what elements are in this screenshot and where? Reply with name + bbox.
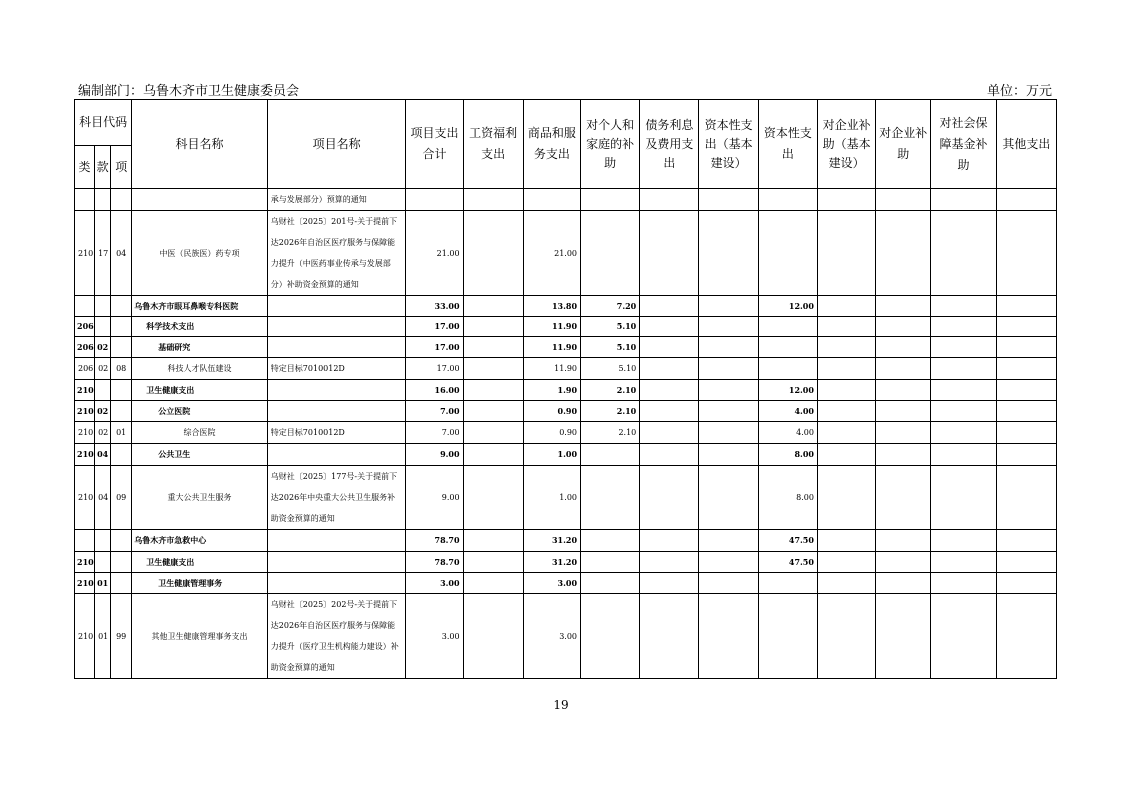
cell-lei: 210 bbox=[75, 211, 95, 296]
cell-project: 特定目标7010012D bbox=[267, 422, 406, 444]
col-wages-header: 工资福利支出 bbox=[463, 100, 523, 189]
cell-lei: 210 bbox=[75, 466, 95, 530]
cell-capital bbox=[758, 211, 817, 296]
cell-debt bbox=[640, 358, 699, 380]
cell-total: 7.00 bbox=[406, 422, 463, 444]
cell-kuan: 01 bbox=[95, 594, 111, 679]
cell-total: 17.00 bbox=[406, 337, 463, 358]
table-row bbox=[75, 466, 1057, 530]
cell-debt bbox=[640, 189, 699, 211]
cell-individual: 7.20 bbox=[581, 296, 640, 317]
cell-individual: 2.10 bbox=[581, 422, 640, 444]
cell-subject: 科技人才队伍建设 bbox=[132, 358, 268, 380]
cell-capital-basic bbox=[699, 189, 758, 211]
cell-enterprise-basic bbox=[817, 296, 875, 317]
table-row bbox=[75, 317, 1057, 337]
cell-total: 17.00 bbox=[406, 317, 463, 337]
cell-project: 乌财社〔2025〕201号-关于提前下达2026年自治区医疗服务与保障能力提升（中医药事业传承与发展部分）补助资金预算的通知 bbox=[267, 211, 406, 296]
cell-xiang: 99 bbox=[111, 594, 132, 679]
cell-enterprise-basic bbox=[817, 552, 875, 573]
cell-enterprise bbox=[876, 573, 931, 594]
cell-individual: 2.10 bbox=[581, 401, 640, 422]
cell-social bbox=[931, 358, 996, 380]
cell-debt bbox=[640, 530, 699, 552]
cell-xiang bbox=[111, 530, 132, 552]
cell-total: 17.00 bbox=[406, 358, 463, 380]
cell-enterprise bbox=[876, 358, 931, 380]
cell-lei bbox=[75, 189, 95, 211]
cell-capital bbox=[758, 594, 817, 679]
cell-lei: 210 bbox=[75, 401, 95, 422]
cell-debt bbox=[640, 466, 699, 530]
cell-debt bbox=[640, 317, 699, 337]
cell-capital: 4.00 bbox=[758, 401, 817, 422]
cell-other bbox=[996, 189, 1056, 211]
cell-social bbox=[931, 296, 996, 317]
cell-enterprise bbox=[876, 380, 931, 401]
cell-xiang bbox=[111, 296, 132, 317]
cell-other bbox=[996, 380, 1056, 401]
cell-debt bbox=[640, 296, 699, 317]
cell-debt bbox=[640, 594, 699, 679]
col-code-header: 科目代码 bbox=[75, 100, 132, 146]
cell-other bbox=[996, 358, 1056, 380]
cell-enterprise bbox=[876, 444, 931, 466]
cell-xiang bbox=[111, 380, 132, 401]
cell-individual bbox=[581, 594, 640, 679]
cell-subject: 中医（民族医）药专项 bbox=[132, 211, 268, 296]
table-row bbox=[75, 444, 1057, 466]
cell-individual bbox=[581, 552, 640, 573]
cell-individual: 5.10 bbox=[581, 358, 640, 380]
cell-capital-basic bbox=[699, 211, 758, 296]
cell-total: 3.00 bbox=[406, 594, 463, 679]
cell-capital: 47.50 bbox=[758, 552, 817, 573]
cell-total: 78.70 bbox=[406, 530, 463, 552]
table-header bbox=[75, 100, 1057, 189]
cell-capital bbox=[758, 358, 817, 380]
cell-kuan: 02 bbox=[95, 358, 111, 380]
cell-wages bbox=[463, 466, 523, 530]
cell-debt bbox=[640, 573, 699, 594]
cell-wages bbox=[463, 189, 523, 211]
cell-capital-basic bbox=[699, 530, 758, 552]
col-lei-header: 类 bbox=[75, 146, 95, 189]
cell-goods: 1.00 bbox=[523, 444, 580, 466]
budget-table bbox=[74, 99, 1057, 679]
table-row bbox=[75, 296, 1057, 317]
cell-lei: 210 bbox=[75, 594, 95, 679]
cell-project bbox=[267, 401, 406, 422]
cell-kuan: 01 bbox=[95, 573, 111, 594]
cell-goods: 31.20 bbox=[523, 552, 580, 573]
cell-wages bbox=[463, 296, 523, 317]
cell-other bbox=[996, 422, 1056, 444]
cell-wages bbox=[463, 211, 523, 296]
cell-social bbox=[931, 401, 996, 422]
cell-debt bbox=[640, 552, 699, 573]
cell-goods: 3.00 bbox=[523, 594, 580, 679]
cell-goods: 1.00 bbox=[523, 466, 580, 530]
cell-project bbox=[267, 296, 406, 317]
cell-total: 21.00 bbox=[406, 211, 463, 296]
cell-social bbox=[931, 444, 996, 466]
cell-subject: 重大公共卫生服务 bbox=[132, 466, 268, 530]
col-total-header: 项目支出合计 bbox=[406, 100, 463, 189]
cell-debt bbox=[640, 401, 699, 422]
cell-project bbox=[267, 380, 406, 401]
cell-subject: 其他卫生健康管理事务支出 bbox=[132, 594, 268, 679]
cell-project: 乌财社〔2025〕202号-关于提前下达2026年自治区医疗服务与保障能力提升（医疗卫生机构能力建设）补助资金预算的通知 bbox=[267, 594, 406, 679]
cell-wages bbox=[463, 380, 523, 401]
table-row bbox=[75, 401, 1057, 422]
cell-enterprise-basic bbox=[817, 466, 875, 530]
cell-project bbox=[267, 552, 406, 573]
cell-wages bbox=[463, 594, 523, 679]
cell-enterprise-basic bbox=[817, 317, 875, 337]
cell-other bbox=[996, 552, 1056, 573]
cell-social bbox=[931, 466, 996, 530]
cell-lei bbox=[75, 296, 95, 317]
cell-xiang bbox=[111, 552, 132, 573]
cell-kuan bbox=[95, 380, 111, 401]
cell-enterprise-basic bbox=[817, 444, 875, 466]
cell-social bbox=[931, 380, 996, 401]
cell-kuan bbox=[95, 189, 111, 211]
cell-subject: 基础研究 bbox=[132, 337, 268, 358]
cell-capital-basic bbox=[699, 594, 758, 679]
cell-enterprise-basic bbox=[817, 337, 875, 358]
cell-other bbox=[996, 211, 1056, 296]
cell-social bbox=[931, 552, 996, 573]
col-xiang-header: 项 bbox=[111, 146, 132, 189]
cell-enterprise-basic bbox=[817, 573, 875, 594]
cell-goods: 11.90 bbox=[523, 317, 580, 337]
cell-xiang: 01 bbox=[111, 422, 132, 444]
cell-kuan: 04 bbox=[95, 444, 111, 466]
cell-individual: 5.10 bbox=[581, 337, 640, 358]
table-row bbox=[75, 552, 1057, 573]
cell-subject: 公共卫生 bbox=[132, 444, 268, 466]
cell-capital: 12.00 bbox=[758, 296, 817, 317]
cell-lei bbox=[75, 530, 95, 552]
cell-xiang bbox=[111, 444, 132, 466]
cell-total: 3.00 bbox=[406, 573, 463, 594]
cell-social bbox=[931, 337, 996, 358]
cell-debt bbox=[640, 211, 699, 296]
cell-goods: 0.90 bbox=[523, 422, 580, 444]
cell-total: 16.00 bbox=[406, 380, 463, 401]
cell-capital-basic bbox=[699, 337, 758, 358]
table-row bbox=[75, 189, 1057, 211]
col-capital-header: 资本性支出 bbox=[758, 100, 817, 189]
cell-goods: 13.80 bbox=[523, 296, 580, 317]
cell-capital: 12.00 bbox=[758, 380, 817, 401]
cell-individual bbox=[581, 444, 640, 466]
cell-individual: 5.10 bbox=[581, 317, 640, 337]
table-body bbox=[75, 189, 1057, 679]
cell-individual bbox=[581, 573, 640, 594]
cell-capital-basic bbox=[699, 317, 758, 337]
cell-capital-basic bbox=[699, 296, 758, 317]
cell-subject: 卫生健康管理事务 bbox=[132, 573, 268, 594]
cell-subject: 卫生健康支出 bbox=[132, 552, 268, 573]
table-row bbox=[75, 380, 1057, 401]
cell-other bbox=[996, 337, 1056, 358]
cell-wages bbox=[463, 444, 523, 466]
cell-project: 特定目标7010012D bbox=[267, 358, 406, 380]
department-label: 编制部门：乌鲁木齐市卫生健康委员会 bbox=[78, 84, 300, 99]
cell-wages bbox=[463, 358, 523, 380]
cell-capital-basic bbox=[699, 444, 758, 466]
cell-total bbox=[406, 189, 463, 211]
cell-social bbox=[931, 530, 996, 552]
cell-individual bbox=[581, 530, 640, 552]
cell-goods: 21.00 bbox=[523, 211, 580, 296]
cell-enterprise bbox=[876, 594, 931, 679]
cell-subject: 科学技术支出 bbox=[132, 317, 268, 337]
cell-capital-basic bbox=[699, 466, 758, 530]
cell-goods: 1.90 bbox=[523, 380, 580, 401]
cell-enterprise bbox=[876, 189, 931, 211]
cell-xiang bbox=[111, 573, 132, 594]
cell-enterprise-basic bbox=[817, 401, 875, 422]
col-enterprise-basic-header: 对企业补助（基本建设） bbox=[817, 100, 875, 189]
cell-subject: 乌鲁木齐市眼耳鼻喉专科医院 bbox=[132, 296, 268, 317]
col-other-header: 其他支出 bbox=[996, 100, 1056, 189]
cell-capital bbox=[758, 337, 817, 358]
cell-debt bbox=[640, 380, 699, 401]
cell-wages bbox=[463, 317, 523, 337]
cell-capital: 47.50 bbox=[758, 530, 817, 552]
cell-enterprise bbox=[876, 296, 931, 317]
table-row bbox=[75, 422, 1057, 444]
table-row bbox=[75, 530, 1057, 552]
col-individual-header: 对个人和家庭的补助 bbox=[581, 100, 640, 189]
cell-project bbox=[267, 444, 406, 466]
cell-enterprise-basic bbox=[817, 211, 875, 296]
cell-wages bbox=[463, 573, 523, 594]
cell-total: 78.70 bbox=[406, 552, 463, 573]
cell-kuan bbox=[95, 296, 111, 317]
cell-subject bbox=[132, 189, 268, 211]
cell-individual bbox=[581, 189, 640, 211]
col-project-header: 项目名称 bbox=[267, 100, 406, 189]
cell-capital-basic bbox=[699, 358, 758, 380]
cell-goods: 31.20 bbox=[523, 530, 580, 552]
cell-social bbox=[931, 573, 996, 594]
cell-social bbox=[931, 211, 996, 296]
cell-enterprise bbox=[876, 337, 931, 358]
cell-enterprise bbox=[876, 211, 931, 296]
cell-enterprise bbox=[876, 422, 931, 444]
cell-project: 承与发展部分）预算的通知 bbox=[267, 189, 406, 211]
cell-xiang bbox=[111, 317, 132, 337]
cell-individual bbox=[581, 466, 640, 530]
cell-xiang: 04 bbox=[111, 211, 132, 296]
cell-total: 33.00 bbox=[406, 296, 463, 317]
cell-total: 9.00 bbox=[406, 466, 463, 530]
cell-kuan: 02 bbox=[95, 337, 111, 358]
cell-other bbox=[996, 444, 1056, 466]
cell-enterprise bbox=[876, 317, 931, 337]
cell-wages bbox=[463, 422, 523, 444]
cell-debt bbox=[640, 444, 699, 466]
cell-wages bbox=[463, 552, 523, 573]
cell-enterprise-basic bbox=[817, 358, 875, 380]
cell-lei: 206 bbox=[75, 358, 95, 380]
cell-enterprise-basic bbox=[817, 594, 875, 679]
cell-total: 9.00 bbox=[406, 444, 463, 466]
cell-lei: 206 bbox=[75, 337, 95, 358]
col-social-header: 对社会保障基金补助 bbox=[931, 100, 996, 189]
cell-capital: 8.00 bbox=[758, 444, 817, 466]
cell-capital bbox=[758, 189, 817, 211]
cell-individual bbox=[581, 211, 640, 296]
cell-project bbox=[267, 573, 406, 594]
col-debt-header: 债务利息及费用支出 bbox=[640, 100, 699, 189]
cell-project bbox=[267, 337, 406, 358]
cell-xiang bbox=[111, 337, 132, 358]
cell-enterprise bbox=[876, 552, 931, 573]
cell-individual: 2.10 bbox=[581, 380, 640, 401]
cell-kuan bbox=[95, 317, 111, 337]
cell-other bbox=[996, 317, 1056, 337]
cell-social bbox=[931, 317, 996, 337]
col-goods-header: 商品和服务支出 bbox=[523, 100, 580, 189]
cell-capital bbox=[758, 573, 817, 594]
cell-capital: 8.00 bbox=[758, 466, 817, 530]
table-row bbox=[75, 211, 1057, 296]
table-row bbox=[75, 573, 1057, 594]
cell-other bbox=[996, 530, 1056, 552]
cell-enterprise-basic bbox=[817, 422, 875, 444]
cell-enterprise bbox=[876, 530, 931, 552]
cell-xiang: 09 bbox=[111, 466, 132, 530]
cell-other bbox=[996, 594, 1056, 679]
cell-kuan bbox=[95, 530, 111, 552]
cell-capital bbox=[758, 317, 817, 337]
cell-lei: 210 bbox=[75, 552, 95, 573]
page-number: 19 bbox=[553, 698, 569, 712]
cell-goods bbox=[523, 189, 580, 211]
cell-debt bbox=[640, 422, 699, 444]
cell-subject: 综合医院 bbox=[132, 422, 268, 444]
unit-label: 单位：万元 bbox=[986, 84, 1052, 99]
cell-kuan: 17 bbox=[95, 211, 111, 296]
cell-other bbox=[996, 573, 1056, 594]
cell-project bbox=[267, 530, 406, 552]
cell-kuan: 02 bbox=[95, 422, 111, 444]
cell-capital: 4.00 bbox=[758, 422, 817, 444]
col-subject-header: 科目名称 bbox=[132, 100, 268, 189]
cell-kuan: 04 bbox=[95, 466, 111, 530]
cell-project: 乌财社〔2025〕177号-关于提前下达2026年中央重大公共卫生服务补助资金预算的通知 bbox=[267, 466, 406, 530]
cell-other bbox=[996, 296, 1056, 317]
cell-kuan: 02 bbox=[95, 401, 111, 422]
cell-kuan bbox=[95, 552, 111, 573]
table-row bbox=[75, 594, 1057, 679]
cell-wages bbox=[463, 401, 523, 422]
cell-capital-basic bbox=[699, 573, 758, 594]
cell-xiang bbox=[111, 401, 132, 422]
cell-other bbox=[996, 401, 1056, 422]
cell-other bbox=[996, 466, 1056, 530]
cell-capital-basic bbox=[699, 401, 758, 422]
cell-lei: 210 bbox=[75, 444, 95, 466]
cell-lei: 210 bbox=[75, 380, 95, 401]
cell-capital-basic bbox=[699, 552, 758, 573]
cell-goods: 3.00 bbox=[523, 573, 580, 594]
cell-enterprise-basic bbox=[817, 530, 875, 552]
cell-social bbox=[931, 189, 996, 211]
cell-wages bbox=[463, 530, 523, 552]
table-row bbox=[75, 337, 1057, 358]
table-row bbox=[75, 358, 1057, 380]
cell-lei: 210 bbox=[75, 422, 95, 444]
cell-subject: 公立医院 bbox=[132, 401, 268, 422]
cell-enterprise-basic bbox=[817, 380, 875, 401]
cell-xiang bbox=[111, 189, 132, 211]
cell-social bbox=[931, 422, 996, 444]
cell-lei: 206 bbox=[75, 317, 95, 337]
cell-debt bbox=[640, 337, 699, 358]
cell-goods: 0.90 bbox=[523, 401, 580, 422]
cell-social bbox=[931, 594, 996, 679]
col-enterprise-header: 对企业补助 bbox=[876, 100, 931, 189]
cell-enterprise-basic bbox=[817, 189, 875, 211]
cell-wages bbox=[463, 337, 523, 358]
cell-project bbox=[267, 317, 406, 337]
cell-goods: 11.90 bbox=[523, 358, 580, 380]
cell-subject: 乌鲁木齐市急救中心 bbox=[132, 530, 268, 552]
cell-total: 7.00 bbox=[406, 401, 463, 422]
cell-xiang: 08 bbox=[111, 358, 132, 380]
col-kuan-header: 款 bbox=[95, 146, 111, 189]
cell-enterprise bbox=[876, 401, 931, 422]
cell-subject: 卫生健康支出 bbox=[132, 380, 268, 401]
cell-goods: 11.90 bbox=[523, 337, 580, 358]
cell-lei: 210 bbox=[75, 573, 95, 594]
col-capital-basic-header: 资本性支出（基本建设） bbox=[699, 100, 758, 189]
cell-enterprise bbox=[876, 466, 931, 530]
cell-capital-basic bbox=[699, 422, 758, 444]
cell-capital-basic bbox=[699, 380, 758, 401]
